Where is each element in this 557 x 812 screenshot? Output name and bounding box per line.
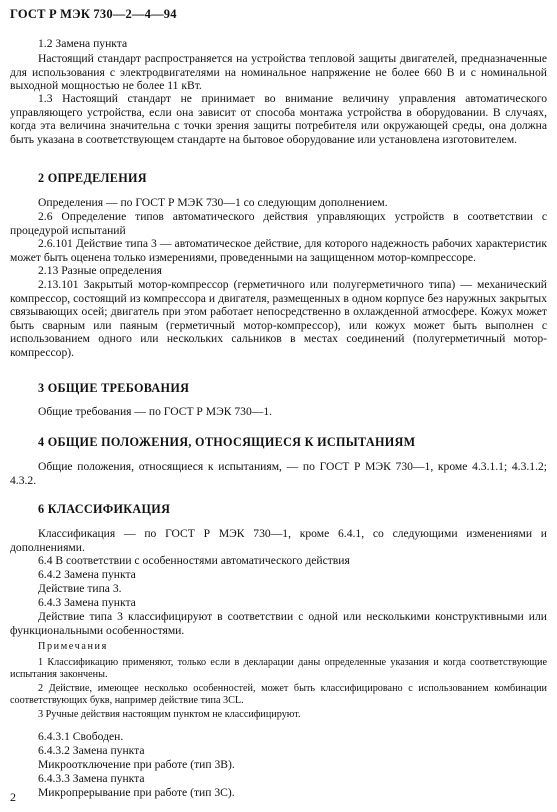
sec6-intro: Классификация — по ГОСТ Р МЭК 730—1, кроме 6.4.1, со следующими изменениями и дополнениями.: [10, 527, 547, 554]
type-3c: Микропрерывание при работе (тип 3C).: [38, 786, 235, 799]
clause-2-6: 2.6 Определение типов автоматического действия управляющих устройств в соответствии с процедурой испытаний: [10, 210, 547, 237]
clause-2-6-101: 2.6.101 Действие типа 3 — автоматическое действие, для которого надежность рабочих характеристик может быть оценена только измерениями, проведенными на защищенном мотор-компрессоре.: [10, 237, 547, 264]
type-3-action: Действие типа 3.: [38, 582, 122, 595]
section-4-heading: 4 ОБЩИЕ ПОЛОЖЕНИЯ, ОТНОСЯЩИЕСЯ К ИСПЫТАНИЯМ: [38, 435, 416, 449]
page-number: 2: [10, 790, 16, 804]
clause-2-13: 2.13 Разные определения: [38, 264, 162, 277]
note-1: 1 Классификацию применяют, только если в декларации даны определенные указания и когда соответствующие испытания закончены.: [10, 657, 547, 681]
clause-6-4-3-1: 6.4.3.1 Свободен.: [38, 730, 124, 743]
running-header: ГОСТ Р МЭК 730—2—4—94: [10, 7, 177, 21]
clause-6-4-3-2: 6.4.3.2 Замена пункта: [38, 744, 145, 757]
section-3-heading: 3 ОБЩИЕ ТРЕБОВАНИЯ: [38, 381, 190, 395]
clause-2-13-101: 2.13.101 Закрытый мотор-компрессор (герметичного или полугерметичного типа) — механический компрессор, состоящий из компрессора и двигателя, размещенных в одном корпусе без наружных закрытых связывающих осей; двигатель при этом работает непосредственно в охлажденной атмосфере. Кожух может быть сварным или паяным (герметичный мотор-компрессор), или кожух может быть выполнен с использованием одного или нескольких сальников в местах соединений (полугерметичный мотор-компрессор).: [10, 278, 547, 359]
clause-6-4-2: 6.4.2 Замена пункта: [38, 568, 136, 581]
sec2-intro: Определения — по ГОСТ Р МЭК 730—1 со следующим дополнением.: [38, 196, 388, 209]
clause-6-4: 6.4 В соответствии с особенностями автоматического действия: [38, 554, 350, 567]
clause-1-2-text: Настоящий стандарт распространяется на устройства тепловой защиты двигателей, предназначенные для использования с электродвигателями на номинальное напряжение не более 660 В и с номинальной выходной мощностью не более 11 кВт.: [10, 52, 547, 93]
note-3: 3 Ручные действия настоящим пунктом не классифицируют.: [38, 709, 301, 720]
clause-1-3: 1.3 Настоящий стандарт не принимает во внимание величину управления автоматического управляющего устройства, если она зависит от способа монтажа устройства в оборудовании. В случаях, когда эта величина значительна с точки зрения защиты потребителя или окружающей среды, она должна быть указана в соответствующем стандарте на бытовое оборудование или установлена изготовителем.: [10, 92, 547, 146]
clause-6-4-3-3: 6.4.3.3 Замена пункта: [38, 772, 145, 785]
note-2: 2 Действие, имеющее несколько особенностей, может быть классифицировано с использованием комбинации соответствующих букв, например действие типа 3CL.: [10, 683, 547, 707]
clause-6-4-3-text: Действие типа 3 классифицируют в соответствии с одной или несколькими конструктивными или функциональными особенностями.: [10, 610, 547, 637]
sec4-text: Общие положения, относящиеся к испытаниям, — по ГОСТ Р МЭК 730—1, кроме 4.3.1.1; 4.3.1.2; 4.3.2.: [10, 460, 547, 487]
clause-6-4-3: 6.4.3 Замена пункта: [38, 596, 136, 609]
clause-1-2: 1.2 Замена пункта: [38, 37, 128, 50]
section-6-heading: 6 КЛАССИФИКАЦИЯ: [38, 502, 171, 516]
type-3b: Микроотключение при работе (тип 3B).: [38, 758, 235, 771]
notes-title: Примечания: [38, 641, 108, 652]
section-2-heading: 2 ОПРЕДЕЛЕНИЯ: [38, 171, 147, 185]
sec3-text: Общие требования — по ГОСТ Р МЭК 730—1.: [38, 405, 273, 418]
